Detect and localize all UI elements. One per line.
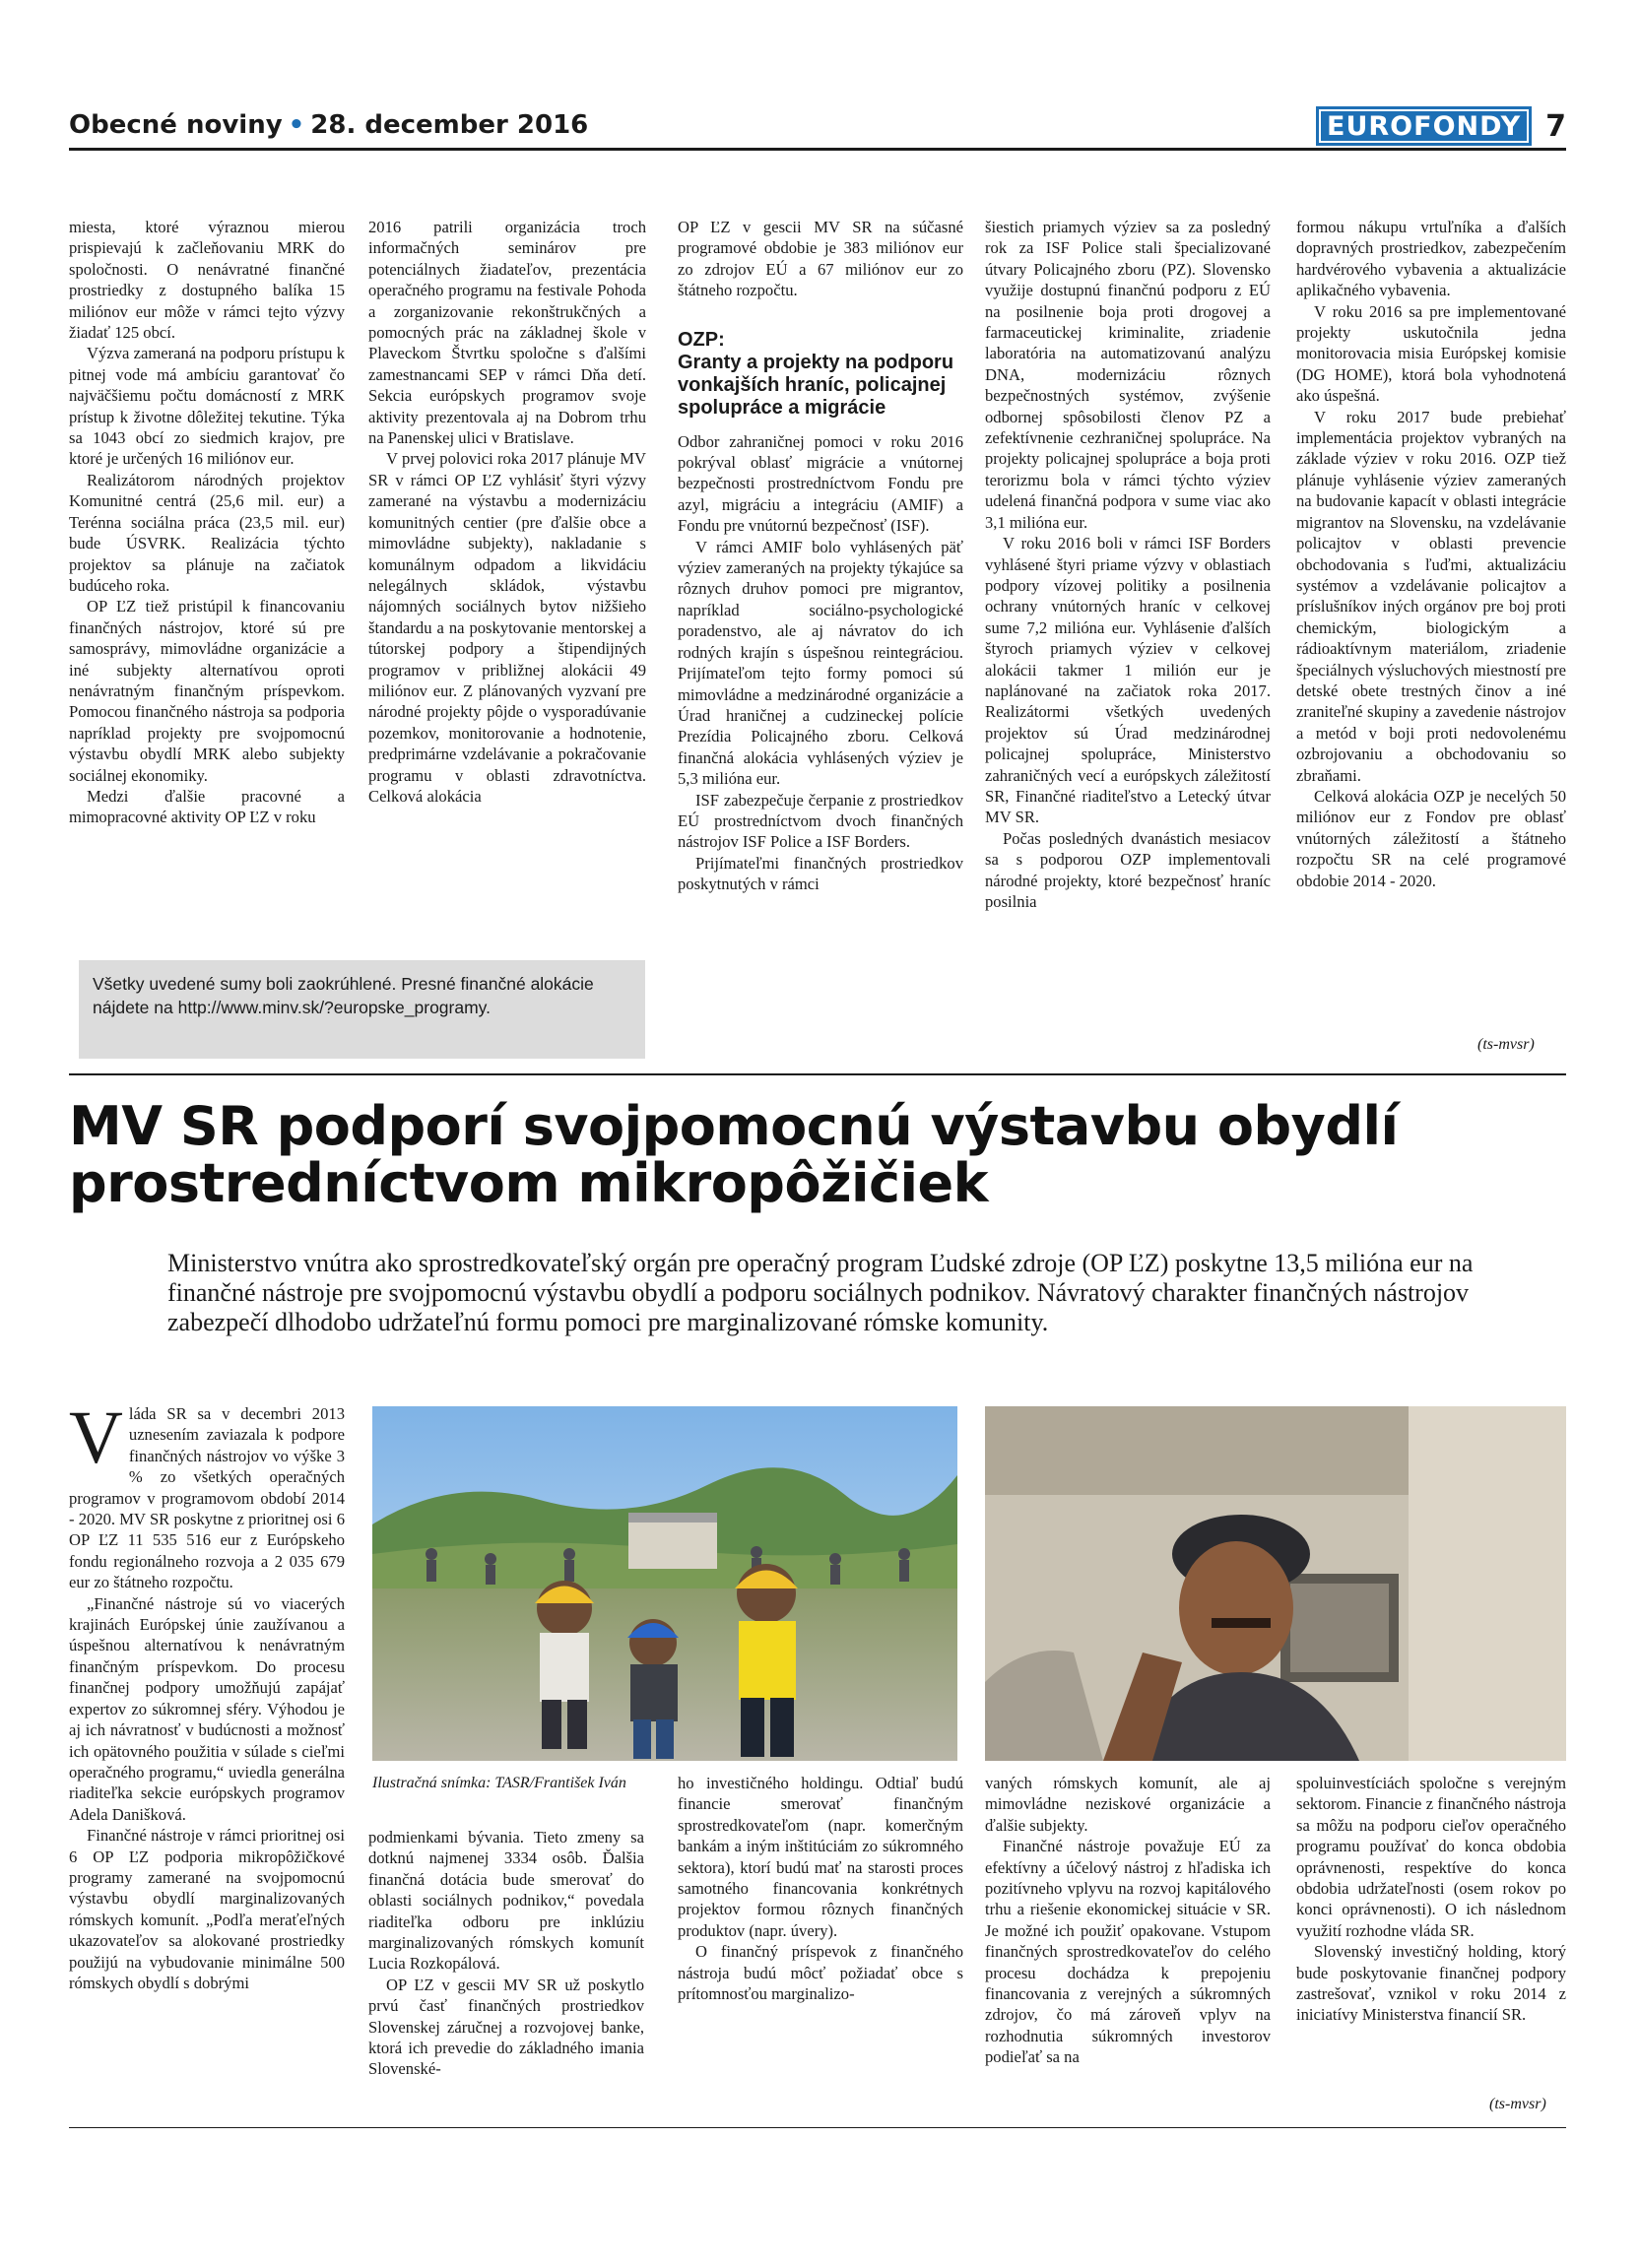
paragraph: OP ĽZ tiež pristúpil k financovaniu finančných nástrojov, ktoré sú pre samosprávy, mimovládne organizácie a iné subjekty alternatívou oproti nenávratným finančným príspevkom. Pomocou finančného nástroja sa podporia napríklad projekty pre svojpomocnú výstavbu obydlí MRK alebo subjekty sociálnej ekonomiky. [69,597,345,785]
article-column-2 [368,1827,644,2080]
top-column-3 [678,217,963,895]
paragraph: Finančné nástroje považuje EÚ za efektívny a účelový nástroj z hľadiska ich pozitívneho vplyvu na rozvoj kapitálového trhu a riešenie ekonomickej situácie v SR. Je možné ich použiť opakovane. Vstupom finančných sprostredkovateľov do celého procesu dochádza k prepojeniu financovania z verejných a súkromných zdrojov, čo má zároveň vplyv na rozhodnutia súkromných investorov podieľať sa na [985,1837,1271,2067]
paragraph: 2016 patrili organizácia troch informačných seminárov pre potenciálnych žiadateľov, prezentácia operačného programu na festivale Pohoda a zorganizovanie rekonštrukčných a pomocných prác na základnej škole v Plaveckom Štvrtku spoločne s ďalšími zamestnancami SEP v rámci Dňa detí. Sekcia európskych programov svoje aktivity prezentovala aj na Dobrom trhu na Panenskej ulici v Bratislave. [368,218,646,448]
paragraph: Realizátorom národných projektov Komunitné centrá (25,6 mil. eur) a Terénna sociálna práca (23,5 mil. eur) bude ÚSVRK. Realizácia týchto projektov sa plánuje na začiatok budúceho roka. [69,470,345,595]
article-column-3 [678,1773,963,2004]
top-signature: (ts-mvsr) [1477,1036,1535,1053]
paragraph: šiestich priamych výziev sa za posledný rok za ISF Police stali špecializované útvary Policajného zboru (PZ). Slovensko využije dostupnú finančnú podporu z EÚ na posilnenie boja proti drogovej a farmaceutickej kriminalite, zriadenie laboratória na automatizovanú analýzu DNA, modernizáciu rôznych bezpečnostných systémov, zvýšenie odbornej spôsobilosti členov PZ a zefektívnenie cezhraničnej spolupráce. Na projekty policajnej spolupráce a boja proti terorizmu bola v rámci týchto výziev udelená finančná podpora v sume viac ako 3,1 milióna eur. [985,218,1271,532]
dropcap: V [69,1396,123,1479]
section-tag: EUROFONDY [1316,106,1532,146]
article-headline: MV SR podporí svojpomocnú výstavbu obydlí prostredníctvom mikropôžičiek [69,1095,1399,1214]
paragraph: Odbor zahraničnej pomoci v roku 2016 pokrýval oblasť migrácie a vnútornej bezpečnosti prostredníctvom Fondu pre azyl, migráciu a integráciu (AMIF) a Fondu pre vnútornú bezpečnosť (ISF). [678,431,963,536]
paragraph: OP ĽZ v gescii MV SR na súčasné programové obdobie je 383 miliónov eur zo zdrojov EÚ a 67 miliónov eur zo štátneho rozpočtu. [678,218,963,300]
photo-caption: Ilustračná snímka: TASR/František Iván [372,1775,626,1791]
issue-date: 28. december 2016 [310,110,589,140]
first-paragraph-text: láda SR sa v decembri 2013 uznesením zaviazala k podpore finančných nástrojov vo výške 3 % zo všetkých operačných programov v programovom období 2014 - 2020. MV SR poskytne z prioritnej osi 6 OP ĽZ 11 535 516 eur z Európskeho fondu regionálneho rozvoja a 2 035 679 eur zo štátneho rozpočtu. [69,1404,345,1592]
top-column-1 [69,217,345,828]
article-column-1 [69,1396,345,1993]
paragraph: „Finančné nástroje sú vo viacerých krajinách Európskej únie zaužívanou a úspešnou alternatívou k nenávratným finančným príspevkom. Do procesu finančnej podpory umožňujú zapájať expertov zo súkromnej sféry. Výhodou je aj ich návratnosť v budúcnosti a možnosť ich opätovného použitia v súlade s cieľmi operačného programu,“ uviedla generálna riaditeľka sekcie európskych programov Adela Danišková. [69,1593,345,1824]
paragraph: Slovenský investičný holding, ktorý bude poskytovanie finančnej podpory zastrešovať, vznikol v roku 2014 z iniciatívy Ministerstva financií SR. [1296,1942,1566,2025]
top-column-5 [1296,217,1566,891]
paragraph: podmienkami bývania. Tieto zmeny sa dotknú najmenej 3334 osôb. Ďalšia finančná dotácia bude smerovať do oblasti sociálnych podnikov,“ povedala riaditeľka odboru pre inklúziu marginalizovaných rómskych komunít Lucia Rozkopálová. [368,1828,644,1974]
paper-name: Obecné noviny [69,110,283,140]
photo-children-image [372,1406,957,1761]
article-lead: Ministerstvo vnútra ako sprostredkovateľský orgán pre operačný program Ľudské zdroje (OP ĽZ) poskytne 13,5 milióna eur na finančné nástroje pre svojpomocnú výstavbu obydlí a podporu sociálnych podnikov. Návratový charakter finančných nástrojov zabezpečí dlhodobo udržateľnú formu pomoci pre marginalizované rómske komunity. [167,1249,1474,1336]
separator-dot-icon: • [288,110,305,140]
page-header [69,106,1566,144]
footer-rule [69,2127,1566,2128]
paragraph: Finančné nástroje v rámci prioritnej osi 6 OP ĽZ podporia mikropôžičkové programy zamerané na svojpomocnú výstavbu obydlí marginalizovaných rómskych komunít. „Podľa meraťeľných ukazovateľov sa alokované prostriedky použijú na vybudovanie minimálne 500 rómskych obydlí s dobrými [69,1826,345,1992]
article-column-5 [1296,1773,1566,2026]
section-subheading [678,329,963,420]
photo-man-working [985,1406,1566,1761]
article-column-4 [985,1773,1271,2068]
paragraph: OP ĽZ v gescii MV SR už poskytlo prvú časť finančných prostriedkov Slovenskej záručnej a rozvojovej banke, ktorá ich prevedie do základného imania Slovenské- [368,1975,644,2079]
paragraph: vaných rómskych komunít, ale aj mimovládne neziskové organizácie a ďalšie subjekty. [985,1774,1271,1835]
photo-children-construction [372,1406,957,1761]
paragraph [69,1396,345,1593]
info-box: Všetky uvedené sumy boli zaokrúhlené. Presné finančné alokácie nájdete na http://www.minv.sk/?europske_programy. [79,960,645,1059]
subheading-text: Granty a projekty na podporu vonkajších hraníc, policajnej spolupráce a migrácie [678,351,954,419]
masthead [69,110,588,140]
section-block [1316,106,1566,146]
paragraph: V prvej polovici roka 2017 plánuje MV SR v rámci OP ĽZ vyhlásiť štyri výzvy zamerané na výstavbu a modernizáciu komunitných centier (pre ďalšie obce a mimovládne subjekty), nakladanie s komunálnym odpadom a likvidáciu nelegálnych skládok, výstavbu nájomných sociálnych bytov nižšieho štandardu a na poskytovanie mentorskej a tútorskej podpory a štipendijných programov v približnej alokácii 49 miliónov eur. Z plánovaných vyzvaní pre národné projekty pôjde o vysporadúvanie pozemkov, monitorovanie a hodnotenie, predprimárne vzdelávanie a pokračovanie programu v oblasti zdravotníctva. Celková alokácia [368,449,646,806]
paragraph: Celková alokácia OZP je necelých 50 miliónov eur z Fondov pre oblasť vnútorných záležitostí a štátneho rozpočtu SR na celé programové obdobie 2014 - 2020. [1296,786,1566,890]
paragraph: V roku 2016 sa pre implementované projekty uskutočnila jedna monitorovacia misia Európskej komisie (DG HOME), ktorá bola vyhodnotená ako úspešná. [1296,301,1566,406]
paragraph: V roku 2016 boli v rámci ISF Borders vyhlásené štyri priame výzvy v oblastiach podpory vízovej politiky a posilnenia ochrany vnútorných hraníc v celkovej sume 7,2 milióna eur. Vyhlásenie ďalších štyroch priamych výziev v celkovej alokácii takmer 1 milión eur je naplánované na začiatok roka 2017. Realizátormi všetkých uvedených projektov sú Úrad medzinárodnej policajnej spolupráce, Ministerstvo zahraničných vecí a európskych záležitostí SR, Finančné riaditeľstvo a Letecký útvar MV SR. [985,534,1271,827]
header-rule [69,148,1566,151]
paragraph: spoluinvestíciách spoločne s verejným sektorom. Financie z finančného nástroja sa môžu na podporu cieľov operačného programu používať do konca obdobia oprávnenosti, respektíve do konca obdobia udržateľnosti (osem rokov po konci oprávnenosti). O ich následnom využití rozhodne vláda SR. [1296,1774,1566,1940]
paragraph: Medzi ďalšie pracovné a mimopracovné aktivity OP ĽZ v roku [69,786,345,827]
paragraph: O finančný príspevok z finančného nástroja budú môcť požiadať obce s prítomnosťou marginalizo- [678,1942,963,2004]
paragraph: Prijímateľmi finančných prostriedkov poskytnutých v rámci [678,853,963,894]
paragraph: formou nákupu vrtuľníka a ďalších dopravných prostriedkov, zabezpečením hardvérového vybavenia a aktualizácie aplikačného vybavenia. [1296,218,1566,300]
paragraph: miesta, ktoré výraznou mierou prispievajú k začleňovaniu MRK do spoločnosti. O nenávratné finančné prostriedky z dostupného balíka 15 miliónov eur môže v rámci tejto výzvy žiadať 125 obcí. [69,218,345,343]
page-number: 7 [1545,108,1566,144]
article-separator [69,1073,1566,1075]
paragraph: V rámci AMIF bolo vyhlásených päť výziev zameraných na projekty týkajúce sa rôznych druhov pomoci pre migrantov, napríklad sociálno-psychologické poradenstvo, ale aj návratov do ich rodných krajín s úspešnou reintegráciou. Prijímateľom tejto formy pomoci sú mimovládne a medzinárodné organizácie a Úrad hraničnej a cudzineckej polície Prezídia Policajného zboru. Celková finančná alokácia vyhlásených výziev je 5,3 milióna eur. [678,537,963,789]
top-column-2 [368,217,646,807]
subheading-label: OZP: [678,328,725,351]
photo-man-image [985,1406,1566,1761]
paragraph: ho investičného holdingu. Odtiaľ budú financie smerovať finančným sprostredkovateľom (napr. komerčným bankám a iným inštitúciám zo súkromného sektora), ktorí budú mať na starosti proces samotného financovania konkrétnych projektov formou rôznych finančných produktov (napr. úvery). [678,1774,963,1940]
paragraph: Výzva zameraná na podporu prístupu k pitnej vode má ambíciu garantovať čo najväčšiemu počtu domácností z MRK prístup k životne dôležitej tekutine. Týka sa 1043 obcí zo siedmich krajov, pre ktoré je určených 16 miliónov eur. [69,344,345,469]
top-column-4 [985,217,1271,912]
paragraph: V roku 2017 bude prebiehať implementácia projektov vybraných na základe výziev v roku 2016. OZP tiež plánuje vyhlásenie výziev zameraných na budovanie kapacít v oblasti integrácie migrantov na Slovensku, na vzdelávanie policajtov v oblasti prevencie obchodovania s ľuďmi, aktualizáciu systémov a vzdelávanie policajtov a príslušníkov iných orgánov pre boj proti chemickým, biologickým a rádioaktívnym materiálom, zriadenie špeciálnych výsluchových miestností pre detské obete trestných činov a iné zraniteľné skupiny a zavedenie nástrojov a metód v boji proti nedovolenému ozbrojovaniu a obchodovaniu so zbraňami. [1296,407,1566,785]
article-signature: (ts-mvsr) [1489,2096,1546,2112]
paragraph: Počas posledných dvanástich mesiacov sa s podporou OZP implementovali národné projekty, ktoré bezpečnosť hraníc posilnia [985,828,1271,911]
paragraph: ISF zabezpečuje čerpanie z prostriedkov EÚ prostredníctvom dvoch finančných nástrojov ISF Police a ISF Borders. [678,790,963,852]
